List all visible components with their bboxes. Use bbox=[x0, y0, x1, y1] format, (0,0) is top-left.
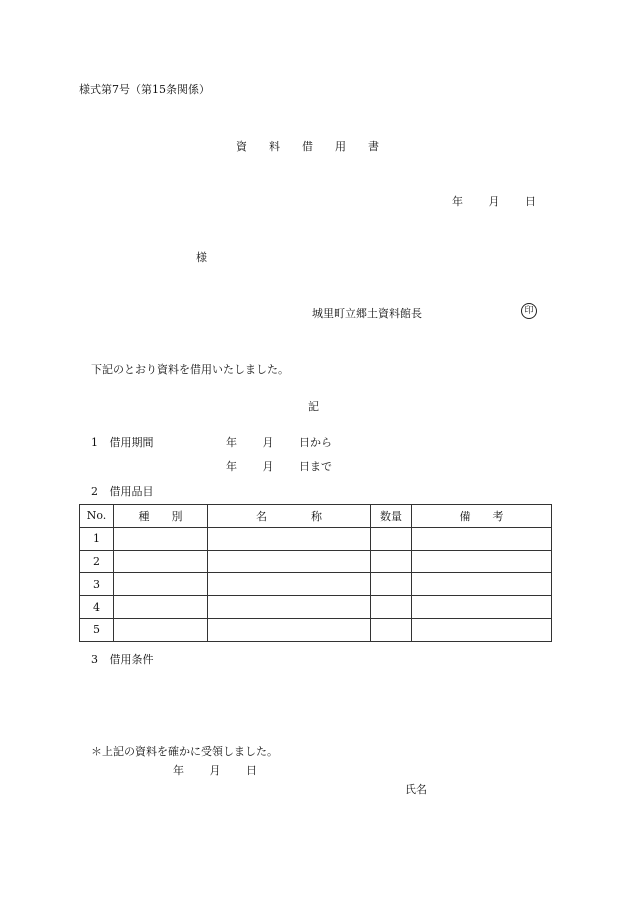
period-from bbox=[226, 434, 332, 450]
kind-cell[interactable] bbox=[114, 596, 208, 619]
col-header-kind: 種 別 bbox=[114, 505, 208, 528]
period-to-year: 年 bbox=[226, 460, 237, 473]
issuer-title: 城里町立郷土資料館長 bbox=[312, 307, 422, 320]
col-header-notes: 備 考 bbox=[412, 505, 552, 528]
header-day: 日 bbox=[525, 195, 536, 208]
notes-cell[interactable] bbox=[412, 527, 552, 550]
notes-cell[interactable] bbox=[412, 618, 552, 641]
period-from-day: 日から bbox=[299, 436, 332, 449]
qty-cell[interactable] bbox=[371, 573, 412, 596]
section2-label bbox=[91, 483, 154, 499]
receipt-year: 年 bbox=[173, 764, 184, 777]
name-cell[interactable] bbox=[208, 550, 371, 573]
section2-number: 2 bbox=[91, 485, 98, 498]
period-to-month: 月 bbox=[262, 460, 274, 473]
receipt-month: 月 bbox=[209, 764, 221, 777]
name-cell[interactable] bbox=[208, 596, 371, 619]
table-row bbox=[80, 596, 552, 619]
form-reference: 様式第7号（第15条関係） bbox=[79, 83, 210, 96]
period-from-year: 年 bbox=[226, 436, 237, 449]
row-number: 4 bbox=[80, 596, 114, 619]
period-to-day: 日まで bbox=[299, 460, 332, 473]
qty-cell[interactable] bbox=[371, 550, 412, 573]
receipt-date bbox=[173, 762, 257, 778]
ki-heading: 記 bbox=[308, 400, 319, 413]
document-title: 資 料 借 用 書 bbox=[236, 140, 379, 153]
section1-label bbox=[91, 434, 154, 450]
table-row bbox=[80, 573, 552, 596]
table-row bbox=[80, 550, 552, 573]
qty-cell[interactable] bbox=[371, 596, 412, 619]
name-cell[interactable] bbox=[208, 527, 371, 550]
period-from-month: 月 bbox=[262, 436, 274, 449]
kind-cell[interactable] bbox=[114, 550, 208, 573]
section1-number: 1 bbox=[91, 436, 98, 449]
intro-text: 下記のとおり資料を借用いたしました。 bbox=[91, 363, 289, 376]
header-month: 月 bbox=[488, 195, 500, 208]
receipt-statement: ＊上記の資料を確かに受領しました。 bbox=[91, 745, 278, 758]
period-to bbox=[226, 458, 332, 474]
notes-cell[interactable] bbox=[412, 596, 552, 619]
row-number: 1 bbox=[80, 527, 114, 550]
kind-cell[interactable] bbox=[114, 573, 208, 596]
kind-cell[interactable] bbox=[114, 618, 208, 641]
section3-number: 3 bbox=[91, 653, 98, 666]
notes-cell[interactable] bbox=[412, 550, 552, 573]
row-number: 3 bbox=[80, 573, 114, 596]
section3-label bbox=[91, 651, 154, 667]
section2-title: 借用品目 bbox=[109, 485, 154, 498]
row-number: 2 bbox=[80, 550, 114, 573]
col-header-no: No. bbox=[80, 505, 114, 528]
table-row bbox=[80, 618, 552, 641]
col-header-name: 名 称 bbox=[208, 505, 371, 528]
col-header-qty: 数量 bbox=[371, 505, 412, 528]
seal-mark: 印 bbox=[521, 303, 537, 319]
receipt-day: 日 bbox=[246, 764, 257, 777]
name-cell[interactable] bbox=[208, 618, 371, 641]
section1-title: 借用期間 bbox=[109, 436, 154, 449]
kind-cell[interactable] bbox=[114, 527, 208, 550]
items-table bbox=[79, 504, 552, 642]
notes-cell[interactable] bbox=[412, 573, 552, 596]
section3-title: 借用条件 bbox=[109, 653, 154, 666]
table-header-row bbox=[80, 505, 552, 528]
addressee-suffix: 様 bbox=[196, 251, 207, 264]
table-row bbox=[80, 527, 552, 550]
qty-cell[interactable] bbox=[371, 527, 412, 550]
qty-cell[interactable] bbox=[371, 618, 412, 641]
receipt-name-label: 氏名 bbox=[405, 783, 427, 796]
header-date bbox=[452, 193, 536, 209]
name-cell[interactable] bbox=[208, 573, 371, 596]
header-year: 年 bbox=[452, 195, 463, 208]
row-number: 5 bbox=[80, 618, 114, 641]
